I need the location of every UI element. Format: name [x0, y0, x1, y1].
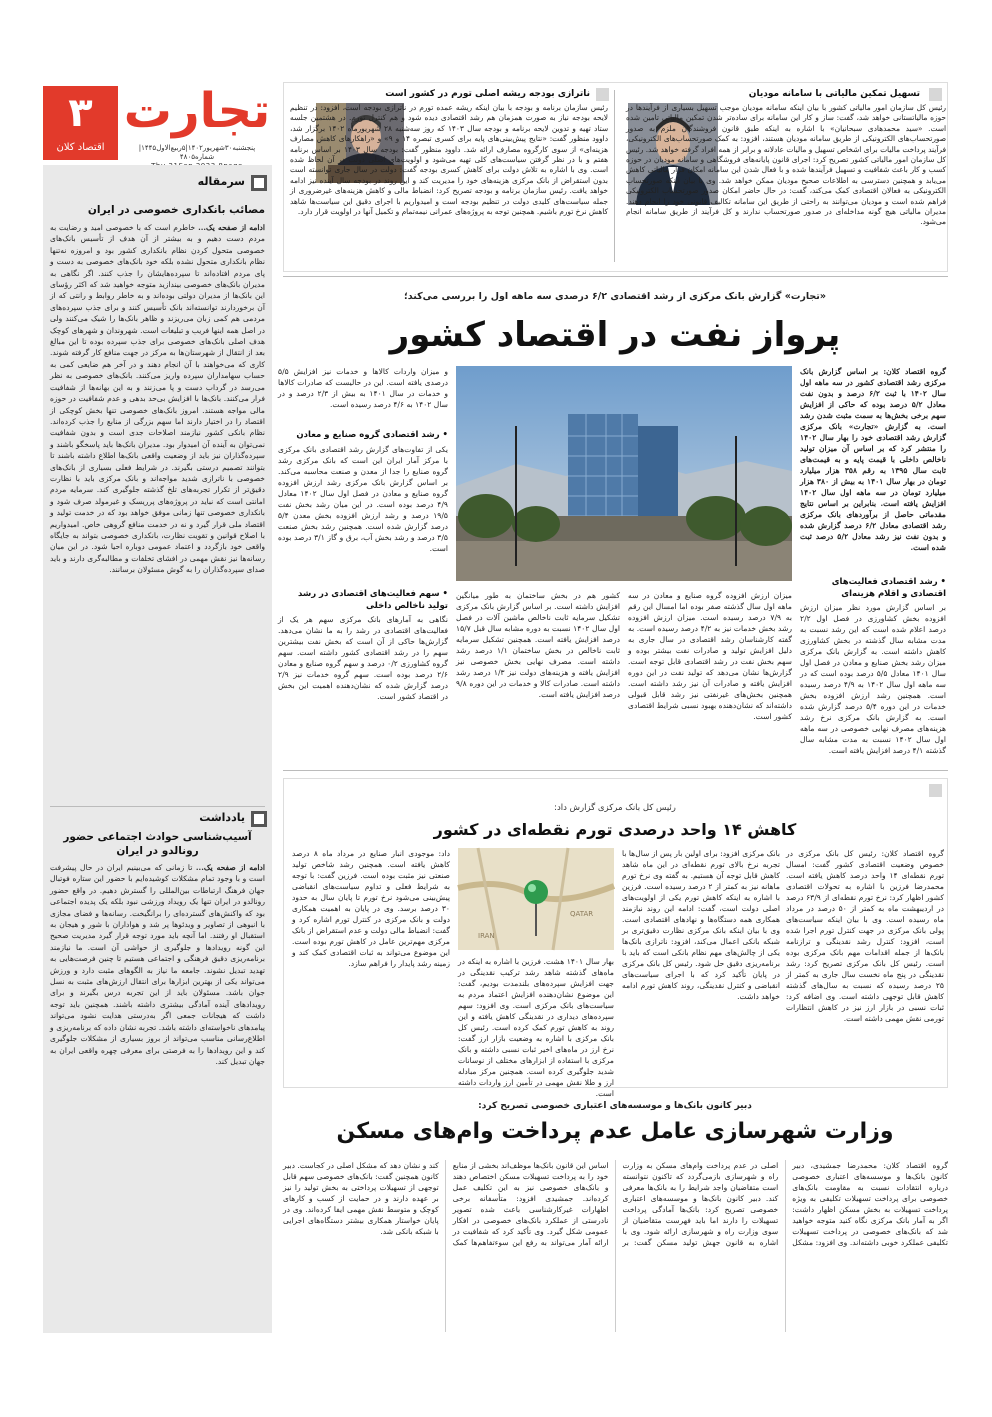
lead-subhead1	[800, 576, 946, 600]
editorial-header	[185, 174, 267, 194]
lead-col4c: نگاهی به آمارهای بانک مرکزی سهم هر یک از فعالیت‌های اقتصادی در رشد را به ما نشان می‌دهد. گزارش‌ها حاکی از آن است که بخش نفت بیشترین سهم را در رشد اقتصادی کشور داشته است. سهم گروه کشاورزی ۰/۲ درصد و سهم گروه صنایع و معادن ۲/۶ درصد بوده است. سهم گروه خدمات نیز ۲/۹ درصد گزارش شده که نشان‌دهنده اهمیت این بخش در اقتصاد کشور است.	[278, 615, 448, 701]
date-fa: پنجشنبه۳۰شهریور۱۴۰۲|۵ربیع‌الاول۱۴۴۵|شماره۴۸۰۵	[138, 144, 256, 161]
middle-body-left: بهار سال ۱۴۰۱ هشت. فرزین با اشاره به اینکه در ماه‌های گذشته شاهد رشد ترکیب نقدینگی در جهت افزایش سپرده‌های بلندمدت بودیم، گفت: این موضوع نشان‌دهنده افزایش اعتماد مردم به سیاست‌های بانک مرکزی است. وی افزود: سهم سپرده‌های دیداری در نقدینگی کاهش یافته و این روند به کاهش تورم کمک کرده است. رئیس کل بانک مرکزی با اشاره به وضعیت بازار ارز گفت: نرخ ارز در ماه‌های اخیر ثبات نسبی داشته و بانک مرکزی با استفاده از ابزارهای مختلف از نوسانات شدید جلوگیری کرده است. همچنین مرکز مبادله ارز و طلا نقش مهمی در تأمین ارز واردات داشته است.	[458, 957, 614, 1098]
lead-col1	[800, 366, 946, 576]
lead-photo	[456, 366, 792, 581]
page-number: ۳	[68, 90, 93, 136]
note-square-icon	[251, 811, 267, 827]
svg-text:IRAN: IRAN	[478, 932, 495, 940]
bullet-icon: •	[439, 430, 448, 440]
story1-square-icon	[929, 88, 942, 101]
middle-square-icon	[929, 784, 942, 797]
svg-text:QATAR: QATAR	[570, 910, 594, 918]
bullet-icon: •	[937, 577, 946, 587]
middle-body-far: داد: موجودی انبار صنایع در مرداد ماه ۸ درصد کاهش یافته است. همچنین رشد شاخص تولید صنعتی نیز مثبت بوده است. فرزین گفت: با توجه به شرایط فعلی و تداوم سیاست‌های انقباضی پیش‌بینی می‌شود نرخ تورم تا پایان سال به حدود ۳۰ درصد برسد. وی در پایان به اهمیت همکاری دولت و بانک مرکزی در کنترل تورم اشاره کرد و گفت: انضباط مالی دولت و عدم استقراض از بانک مرکزی مهم‌ترین عامل در کاهش تورم بوده است. این موضوع می‌تواند به ثبات اقتصادی کمک کند و زمینه رشد پایدار را فراهم سازد.	[292, 849, 450, 968]
middle-headline: کاهش ۱۴ واحد درصدی تورم نقطه‌ای در کشور	[433, 820, 797, 839]
lead-divider	[283, 770, 948, 771]
lead-subhead2-text: رشد اقتصادی گروه صنایع و معادن	[296, 430, 440, 440]
sidebar-divider	[50, 806, 265, 807]
lead-col4: و میزان واردات کالاها و خدمات نیز افزایش ۵/۵ درصدی یافته است. این در حالیست که صادرات کالاها و خدمات در سال ۱۴۰۱ به بیش از ۲/۳ درصد و در سال ۱۴۰۲ به ۴/۶ درصد رسیده است.	[278, 367, 448, 409]
lead-col3: کشور هم در بخش ساختمان به طور میانگین افزایش داشته است. بر اساس گزارش بانک مرکزی تشکیل سرمایه ثابت ناخالص ماشین آلات در فصل اول سال ۱۴۰۲ نسبت به دوره مشابه سال قبل ۱۵/۷ درصد افزایش یافته است. همچنین تشکیل سرمایه ثابت ناخالص در بخش ساختمان ۱/۱ درصد رشد داشته است. مصرف نهایی بخش خصوصی نیز افزایش یافته و هزینه‌های دولت نیز ۱/۳ درصد رشد داشته است. صادرات کالا و خدمات در این دوره ۹/۸ درصد افزایش یافته است.	[456, 591, 621, 699]
editorial-title: مصائب بانکداری خصوصی در ایران	[87, 204, 265, 216]
lead-subhead3	[278, 588, 448, 612]
editorial-square-icon	[251, 175, 267, 191]
story1-body: رئیس کل سازمان امور مالیاتی کشور با بیان اینکه سامانه مودیان موجب تسهیل بسیاری از فرآیندها در حوزه مالیاتستانی خواهد شد، گفت: ساز و کار این سامانه برای ساده‌تر شدن تمکین مالیاتی تامین شده است. «سید محمدهادی سبحانیان» با اشاره به اینکه طبق قانون فروشندگان ملزم به صدور صورتحساب‌های الکترونیکی از طریق سامانه مودیان هستند، افزود: به کمک صورتحساب‌های الکترونیکی، فرآیند پرداخت مالیات برای اشخاص تسهیل و مالیات عادلانه و برابر از همه افراد گرفته خواهد شد. رئیس کل سازمان امور مالیاتی کشور تصریح کرد: اجرای قانون پایانه‌های فروشگاهی و سامانه مودیان در حوزه کسب و کار باعث شفافیت و تسهیل فرآیندها شده و با فعال شدن این سامانه امکان فرار مالیاتی کاهش می‌یابد و همچنین دسترسی به اطلاعات صحیح مودیان ممکن خواهد شد. وی با بیان اینکه صورتحساب الکترونیکی به فعالان اقتصادی کمک می‌کند، گفت: در حال حاضر امکان صدور صورتحساب الکترونیکی فراهم شده است و مودیان می‌توانند به راحتی از طریق این سامانه تکالیف قانونی خود را انجام دهند. مدیران مالیاتی هیچ گونه مداخله‌ای در صدور صورتحساب ندارند و کل فرآیند از طریق سامانه انجام می‌شود.	[626, 103, 946, 227]
lead-intro: گروه اقتصاد کلان: بر اساس گزارش بانک مرکزی رشد اقتصادی کشور در سه ماهه اول سال ۱۴۰۲ با ثبت ۶/۲ درصد و بدون نفت معادل ۵/۲ درصد بوده که حاکی از افزایش سهم برخی بخش‌ها به سمت مثبت شدن رشد است. به گزارش «تجارت» بانک مرکزی گزارش رشد اقتصادی خود را بهار سال ۱۴۰۲ را منتشر کرد که بر اساس آن میزان تولید ناخالص داخلی با قیمت پایه و به قیمت‌های ثابت سال ۱۳۹۵ به رقم ۳۵۸ هزار میلیارد تومان در بهار سال ۱۴۰۱ به بیش از ۳۸۰ هزار میلیارد تومان در سه ماهه اول سال ۱۴۰۲ افزایش یافته است. بنابراین بر اساس نتایج مقدماتی حاصل از برآوردهای بانک مرکزی رشد اقتصادی معادل ۶/۲ درصد گزارش شده و بدون نفت نیز رشد معادل ۵/۲ درصد ثبت شده است.	[800, 367, 946, 552]
note-title: آسیب‌شناسی حوادث اجتماعی حضور رونالدو در ایران	[63, 831, 252, 857]
lead-kicker: «تجارت» گزارش بانک مرکزی از رشد اقتصادی ۶/۲ درصدی سه ماهه اول را بررسی می‌کند؛	[403, 291, 826, 302]
bullet-icon: •	[439, 589, 448, 599]
top-divider	[283, 276, 948, 277]
note-label: یادداشت	[199, 811, 245, 824]
middle-kicker: رئیس کل بانک مرکزی گزارش داد:	[554, 803, 676, 813]
note-byline: ادامه از صفحه یک...	[195, 863, 265, 872]
middle-body-mid: بانک مرکزی افزود: برای اولین بار پس از سال‌ها با تجربه نرخ بالای تورم نقطه‌ای در این ماه شاهد کاهش قابل توجه آن هستیم. به گفته وی نرخ تورم ماهانه نیز به کمتر از ۲ درصد رسیده است. فرزین با اشاره به اینکه کاهش تورم یکی از اولویت‌های اصلی دولت است، گفت: ادامه این روند نیازمند همکاری همه دستگاه‌ها و نهادهای اقتصادی است. وی با بیان اینکه بانک مرکزی نظارت دقیق‌تری بر شبکه بانکی اعمال می‌کند، افزود: ناترازی بانک‌ها یکی از چالش‌های مهم نظام بانکی است که باید با برنامه‌ریزی دقیق حل شود. رئیس کل بانک مرکزی در پایان تأکید کرد که با اجرای سیاست‌های انقباضی و کنترل نقدینگی، روند کاهش تورم ادامه خواهد داشت.	[622, 849, 780, 1001]
map-pin-image	[458, 848, 614, 950]
lead-subhead2	[278, 430, 448, 440]
central-bank-building-image	[456, 366, 792, 581]
lead-subhead1-text: رشد اقتصادی فعالیت‌های اقتصادی و اقلام هزینه‌ای	[831, 577, 946, 599]
lead-headline: پرواز نفت در اقتصاد کشور	[389, 315, 841, 355]
bottom-body: گروه اقتصاد کلان: محمدرضا جمشیدی، دبیر کانون بانک‌ها و موسسه‌های اعتباری خصوصی درباره انتقادات نسبت به مقاومت بانک‌های خصوصی برای پرداخت تسهیلات تکلیفی به ویژه پرداخت تسهیلات به بخش مسکن اظهار داشت: اگر به آمار بانک مرکزی نگاه کنید متوجه خواهید شد که بانک‌های خصوصی در پرداخت تسهیلات تکلیفی عملکرد خوبی داشته‌اند. وی افزود: مشکل اصلی در عدم پرداخت وام‌های مسکن به وزارت راه و شهرسازی بازمی‌گردد که تاکنون نتوانسته است متقاضیان واجد شرایط را به بانک‌ها معرفی کند. دبیر کانون بانک‌ها و موسسه‌های اعتباری خصوصی تصریح کرد: بانک‌ها آمادگی پرداخت تسهیلات را دارند اما باید فهرست متقاضیان از سوی وزارت راه و شهرسازی ارائه شود. وی با اشاره به قانون جهش تولید مسکن گفت: بر اساس این قانون بانک‌ها موظف‌اند بخشی از منابع خود را به پرداخت تسهیلات مسکن اختصاص دهند و بانک‌های خصوصی نیز به این تکلیف عمل کرده‌اند. جمشیدی افزود: متأسفانه برخی اظهارات غیرکارشناسی باعث شده تصویر نادرستی از عملکرد بانک‌های خصوصی در افکار عمومی شکل گیرد. وی تأکید کرد که شفافیت در ارائه آمار می‌تواند به رفع این سوءتفاهم‌ها کمک کند و نشان دهد که مشکل اصلی در کجاست. دبیر کانون همچنین گفت: بانک‌های خصوصی سهم قابل توجهی از تسهیلات پرداختی به بخش تولید را نیز بر عهده دارند و در حمایت از کسب و کارهای کوچک و متوسط نقش مهمی ایفا کرده‌اند. وی در پایان خواستار همکاری بیشتر دستگاه‌های اجرایی با شبکه بانکی شد.	[283, 1161, 948, 1247]
lead-col1-rest: بر اساس گزارش مورد نظر میزان ارزش افزوده بخش کشاورزی در فصل اول ۲/۲ درصد اعلام شده است که این رشد نسبت به مدت مشابه سال گذشته در بخش کشاورزی کاهش داشته است. به گزارش بانک مرکزی میزان رشد بخش صنایع و معادن در فصل اول سال ۱۴۰۱ معادل ۵/۵ درصد بوده است که در سه ماهه اول سال ۱۴۰۲ به ۴/۹ درصد رسیده است. همچنین رشد ارزش افزوده بخش خدمات در این دوره ۵/۴ درصد گزارش شده است. به گزارش بانک مرکزی نرخ رشد هزینه‌های مصرف نهایی خصوصی در سه ماهه اول سال ۱۴۰۲ نسبت به مدت مشابه سال گذشته ۴/۱ درصد افزایش یافته است.	[800, 603, 946, 755]
lead-subhead3-text: سهم فعالیت‌های اقتصادی در رشد تولید ناخالص داخلی	[297, 589, 448, 611]
editorial-text: خاطرم است که با خصوصی امید و رضایت به مردم دست دهیم و به بیشتر از آن هدف از تأسیس بانک‌های خصوصی متحول کردن نظام بانکداری کشور بود و امروزه نه‌تنها نظام بانکداری متحول نشده بلکه خود بانک‌های خصوصی به دست و پای مردم افتاده‌اند تا سپرده‌هایشان را جذب کنند. اگر نگاهی به مدیران بانک‌های خصوصی بیندازید متوجه خواهید شد که اکثر رؤسای این بانک‌ها از مدیران دولتی بوده‌اند و به خاطر روابط و رانتی که از آن برخوردارند توانسته‌اند بانک تأسیس کنند و برای جذب سپرده‌های مردمی هم کمی زبان می‌ریزند و ظاهر بانک‌ها را شیک می‌کنند ولی در اصل همه اینها فریب و تبلیغات است. شهروندان و شهرهای کوچک هدف اصلی بانک‌های خصوصی برای جذب سپرده بوده تا این مبالغ بعد از انتقال از شهرستان‌ها به مرکز در جهت منافع کار گرفته شوند. کاری که می‌خواهند با آن انجام دهند و در آخر هم ضایعی کمی به حساب سهامداران سپرده واریز می‌کنند. بانک‌های خصوصی به نظر می‌رسد در گرداب دست و پا می‌زنند و به این بهانه‌ها از شفافیت فرار می‌کنند. بانک‌ها با افزایش بی‌حد بدهی و عدم شفافیت در حوزه مالی مواجه هستند. امروز بانک‌های خصوصی تنها بخش کوچکی از اقتصاد را در اختیار دارند اما سهم بزرگی از منابع را جذب کرده‌اند. نظام بانکی کشور نیازمند اصلاحات جدی است و بدون شفافیت نمی‌توان به آینده آن امیدوار بود. مدیران بانک‌ها باید پاسخگو باشند و سپرده‌گذاران نیز باید از وضعیت واقعی بانک‌ها اطلاع داشته باشند تا بتوانند تصمیم درستی بگیرند. در شرایط فعلی بسیاری از بانک‌های خصوصی با ناترازی شدید مواجه‌اند و بانک مرکزی باید با نظارت دقیق‌تر از تکرار تجربه‌های تلخ گذشته جلوگیری کند. سرمایه مردم امانتی است که نباید در پروژه‌های پرریسک و غیرمولد صرف شود و بانکداری خصوصی تنها زمانی موفق خواهد بود که در خدمت تولید و اقتصاد ملی قرار گیرد و نه در خدمت منافع گروهی خاص. امیدواریم با اصلاح قوانین و تقویت نظارت، بانکداری خصوصی بتواند به جایگاه واقعی خود بازگردد و اعتماد عمومی دوباره احیا شود. در این میان رسانه‌ها نیز نقش مهمی در افشای تخلفات و مطالبه‌گری دارند و باید صدای سپرده‌گذاران را به گوش مسئولان برسانند.	[50, 223, 265, 575]
logo: تجارت	[123, 83, 271, 139]
middle-body-right: گروه اقتصاد کلان: رئیس کل بانک مرکزی در خصوص وضعیت اقتصادی کشور گفت: امسال تورم نقطه‌ای ۱۴ واحد درصد کاهش یافته است. محمدرضا فرزین با اشاره به تحولات اقتصادی کشور اظهار کرد: نرخ تورم نقطه‌ای از ۶۳/۹ درصد در اردیبهشت ماه به کمتر از ۵۰ درصد در مرداد ماه رسیده است. وی با بیان اینکه سیاست‌های پولی بانک مرکزی در جهت کنترل تورم اجرا شده است، افزود: کنترل رشد نقدینگی و ترازنامه بانک‌ها از جمله اقدامات مهم بانک مرکزی بوده است. رئیس کل بانک مرکزی تصریح کرد: رشد نقدینگی در پنج ماه نخست سال جاری به کمتر از ۲۵ درصد رسیده که نسبت به سال‌های گذشته کاهش قابل توجهی داشته است. وی اضافه کرد: ثبات نسبی در بازار ارز نیز در کاهش انتظارات تورمی نقش مهمی داشته است.	[786, 849, 945, 1023]
lead-col4b: یکی از تفاوت‌های گزارش رشد اقتصادی بانک مرکزی با مرکز آمار ایران این است که بانک مرکزی رشد گروه صنایع را جدا از معدن و صنعت محاسبه می‌کند. بر اساس گزارش بانک مرکزی رشد ارزش افزوده گروه صنایع و معادن در فصل اول سال ۱۴۰۲ معادل ۴/۹ درصد بوده است. در این میان رشد بخش نفت ۱۹/۵ درصد و رشد ارزش افزوده بخش معدن ۵/۴ درصد گزارش شده است. همچنین رشد بخش صنعت ۳/۵ درصد و رشد بخش آب، برق و گاز ۳/۱ درصد بوده است.	[278, 445, 448, 553]
date-line	[122, 144, 272, 162]
story1-title: تسهیل تمکین مالیاتی با سامانه مودیان	[748, 89, 920, 99]
bottom-kicker: دبیر کانون بانک‌ها و موسسه‌های اعتباری خصوصی تصریح کرد:	[478, 1101, 752, 1111]
story2-body: رئیس سازمان برنامه و بودجه با بیان اینکه ریشه عمده تورم در ناترازی بودجه است، افزود: در تنظیم لایحه بودجه نیاز به صورت همزمان هم رشد اقتصادی دیده شود و هم کنترل تورم. در هشتمین جلسه ستاد تهیه و تدوین لایحه برنامه و بودجه سال ۱۴۰۳ که روز سه‌شنبه ۲۸ شهریورماه ۱۴۰۲ برگزار شد، داوود منظور گفت: «نتایج پیش‌بینی‌های پایه برای کسری تبصره ۱۴ و ۹» و «راهکارهای کاهش مصارف هزینه‌ای» از سوی کارگروه مصارف ارائه شد. داوود منظور گفت: بودجه سال ۱۴۰۳ بر اساس برنامه هفتم و با در نظر گرفتن سیاست‌های کلی تهیه می‌شود و اولویت‌های اصلی دولت در آن لحاظ شده است. وی با اشاره به تلاش دولت برای کاهش کسری بودجه گفت: دولت در سال جاری توانسته است بدون استقراض از بانک مرکزی هزینه‌های خود را مدیریت کند و این روند در بودجه سال آینده نیز ادامه خواهد یافت. رئیس سازمان برنامه و بودجه تصریح کرد: انضباط مالی و کاهش هزینه‌های غیرضروری از جمله سیاست‌های کلیدی دولت در تنظیم بودجه است و امیدواریم با اجرای دقیق این سیاست‌ها شاهد کاهش نرخ تورم باشیم. همچنین توجه به پروژه‌های عمرانی نیمه‌تمام و تکمیل آنها در اولویت قرار دارد.	[290, 103, 609, 217]
middle-photo	[458, 848, 614, 950]
lead-col2: میزان ارزش افزوده گروه صنایع و معادن در سه ماهه اول سال گذشته صفر بوده اما امسال این رقم به ۷/۹ درصد رسیده است. میزان ارزش افزوده رشد بخش خدمات نیز به ۴/۲ درصد رسیده است. به گفته کارشناسان رشد اقتصادی در سال جاری به دلیل افزایش تولید و صادرات نفت بیشتر بوده و سهم بخش نفت در رشد اقتصادی قابل توجه است. گزارش‌ها نشان می‌دهد که تولید نفت در این دوره افزایش یافته و صادرات آن نیز رشد داشته است. همچنین بخش‌های غیرنفتی نیز رشد قابل قبولی داشته‌اند که نشان‌دهنده بهبود نسبی شرایط اقتصادی کشور است.	[628, 591, 792, 721]
story2-title: ناترازی بودجه ریشه اصلی تورم در کشور است	[385, 89, 590, 99]
editorial-body	[50, 222, 265, 804]
bottom-headline: وزارت شهرسازی عامل عدم پرداخت وام‌های مسکن	[336, 1119, 894, 1144]
editorial-label: سرمقاله	[197, 175, 245, 188]
top-stories-divider	[614, 90, 615, 262]
story2-square-icon	[596, 88, 609, 101]
note-text: تا زمانی که می‌بینیم ایران در حال پیشرفت است و با وجود تمام مشکلات کوشیده‌ایم با حضور این ستاره فوتبال جهان فرهنگ ارتباطات بین‌المللی را گسترش دهیم. در واقع حضور رونالدو در ایران تنها یک رویداد ورزشی نبود بلکه یک پدیده اجتماعی بود که واکنش‌های گسترده‌ای را برانگیخت. رسانه‌ها و فضای مجازی با انبوهی از تصاویر و ویدئوها پر شد و هواداران با شور و هیجان به استقبال او رفتند. اما آنچه باید مورد توجه قرار گیرد مدیریت صحیح این گونه رویدادها و جلوگیری از حواشی آن است. ما نیازمند برنامه‌ریزی دقیق فرهنگی و اجتماعی هستیم تا چنین فرصت‌هایی به تهدید تبدیل نشوند. جامعه ما نیاز به الگوهای مثبت دارد و ورزش می‌تواند یکی از بهترین ابزارها برای انتقال ارزش‌های مثبت به نسل جوان باشد. مسئولان باید از این تجربه درس بگیرند و برای رویدادهای آینده آمادگی بیشتری داشته باشند. همچنین باید توجه داشت که هیجانات جمعی اگر به‌درستی هدایت نشود می‌تواند پیامدهای ناخواسته‌ای داشته باشد. تجربه نشان داده که برنامه‌ریزی و اطلاع‌رسانی مناسب می‌تواند از بروز بسیاری از مشکلات جلوگیری کند و این رویدادها را به فرصتی برای معرفی چهره واقعی ایران به جهان تبدیل کند.	[50, 863, 265, 1066]
section-label: اقتصاد کلان	[56, 142, 105, 153]
note-header	[185, 810, 267, 830]
editorial-byline: ادامه از صفحه یک...	[198, 223, 265, 232]
note-body	[50, 862, 265, 1330]
